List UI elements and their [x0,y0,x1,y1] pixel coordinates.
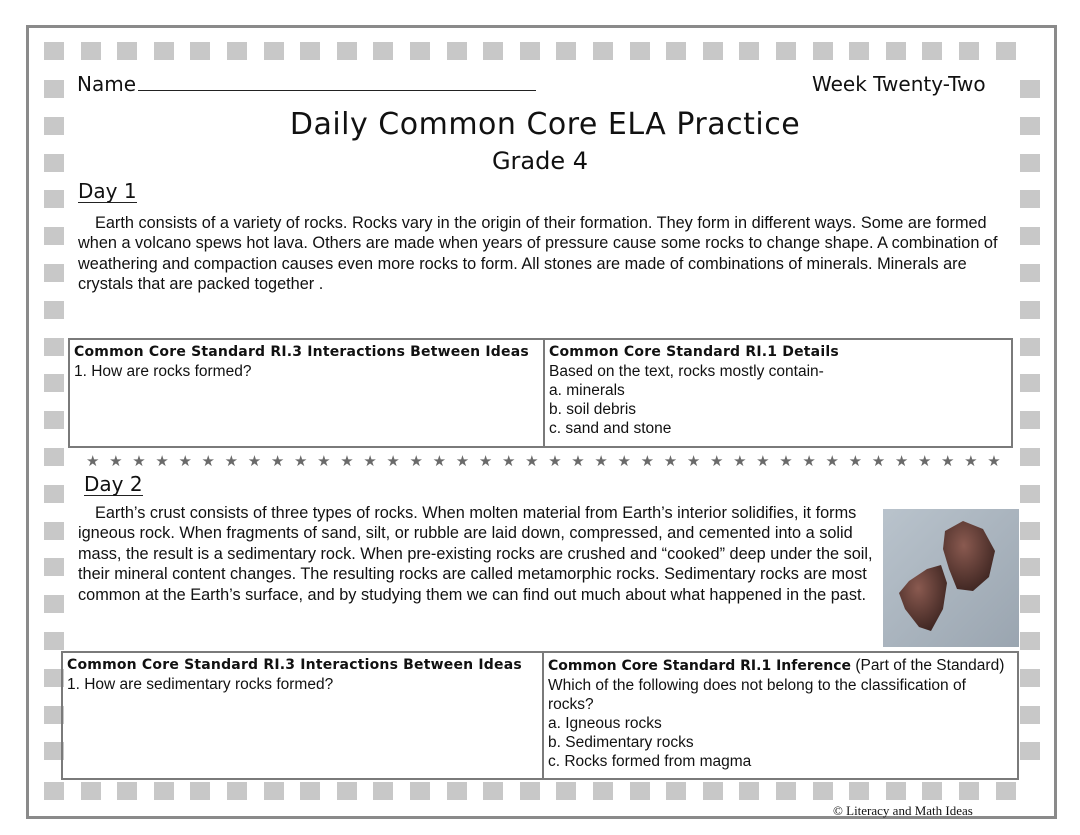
border-square [154,42,174,60]
border-square [117,42,137,60]
border-square [1020,374,1040,392]
star-icon: ★ [686,453,701,470]
star-icon: ★ [571,453,585,470]
border-square [849,42,869,60]
star-icon: ★ [432,453,447,470]
border-square [1020,227,1040,245]
day-1-left-cell [70,340,543,446]
border-square [190,42,210,60]
answer-option: b. Sedimentary rocks [548,734,694,751]
day-1-left-question: 1. How are rocks formed? [74,363,252,380]
border-square [776,782,796,800]
star-icon: ★ [733,453,747,470]
border-square [556,782,576,800]
border-square [227,782,247,800]
border-square [849,782,869,800]
border-square [410,782,430,800]
star-icon: ★ [825,453,839,470]
star-icon: ★ [132,453,146,470]
border-square [1020,558,1040,576]
border-square [44,190,64,208]
day-2-left-question: 1. How are sedimentary rocks formed? [67,676,334,693]
star-icon: ★ [941,453,955,470]
border-square [44,632,64,650]
star-icon: ★ [178,453,192,470]
star-icon: ★ [779,453,793,470]
border-square [44,522,64,540]
star-icon: ★ [987,453,1001,470]
star-icon: ★ [293,453,308,470]
border-square [630,782,650,800]
star-icon: ★ [247,453,262,470]
border-square [1020,706,1040,724]
day-1-right-cell [543,340,1011,446]
star-icon: ★ [109,453,123,470]
border-square [520,782,540,800]
standard-note: (Part of the Standard) [855,657,1005,674]
border-square [337,782,357,800]
border-square [373,42,393,60]
star-icon: ★ [756,453,770,470]
border-square [813,782,833,800]
border-square [154,782,174,800]
border-square [1020,264,1040,282]
border-square [739,782,759,800]
day-2-heading: Day 2 [84,472,143,496]
star-icon: ★ [640,453,655,470]
answer-option: a. Igneous rocks [548,715,662,732]
day-2-left-standard: Common Core Standard RI.3 Interactions Between Ideas [67,657,522,673]
name-blank-line[interactable] [138,72,536,91]
day-1-heading: Day 1 [78,179,137,203]
answer-option: c. sand and stone [549,420,672,437]
border-square [1020,448,1040,466]
border-square [959,782,979,800]
border-square [44,301,64,319]
copyright-notice: © Literacy and Math Ideas [833,803,973,818]
border-square [813,42,833,60]
border-square [337,42,357,60]
border-square [886,782,906,800]
border-square [776,42,796,60]
border-square [44,782,64,800]
star-icon: ★ [663,453,678,470]
day-2-left-cell [63,653,542,778]
border-square [593,42,613,60]
border-square [703,42,723,60]
page-title: Daily Common Core ELA Practice [289,107,801,142]
star-icon: ★ [709,453,724,470]
star-icon: ★ [525,453,539,470]
day-1-right-prompt: Based on the text, rocks mostly contain- [549,363,824,380]
border-square [666,782,686,800]
star-divider [86,452,1001,470]
border-square [44,264,64,282]
star-icon: ★ [894,453,909,470]
answer-option: c. Rocks formed from magma [548,753,752,770]
border-square [703,782,723,800]
rocks-image [883,509,1019,647]
day-2-right-standard: Common Core Standard RI.1 Inference [548,658,851,674]
border-square [447,782,467,800]
border-square [373,782,393,800]
day-1-right-standard: Common Core Standard RI.1 Details [549,344,839,360]
border-square [922,782,942,800]
star-icon: ★ [848,453,863,470]
star-icon: ★ [802,453,816,470]
name-label: Name [77,72,137,96]
week-label: Week Twenty-Two [812,72,986,96]
border-square [959,42,979,60]
star-icon: ★ [871,453,886,470]
star-icon: ★ [409,453,423,470]
border-square [44,485,64,503]
border-square [44,374,64,392]
star-icon: ★ [478,453,493,470]
star-icon: ★ [617,453,631,470]
rocks-photo [883,509,1019,647]
border-square [483,42,503,60]
day-1-passage: Earth consists of a variety of rocks. Rocks vary in the origin of their formation. They form in different ways. Some are formed when a volcano spews hot lava. Others are made when years of pressure cause some rocks to change shape. A combination of weathering and compaction causes even more rocks to form. All stones are made of combinations of minerals. Minerals are crystals that are packed together . [78,214,998,294]
border-square [996,782,1016,800]
border-square [1020,669,1040,687]
border-square [996,42,1016,60]
border-square [81,782,101,800]
border-square [300,42,320,60]
border-square [1020,411,1040,429]
border-square [44,558,64,576]
star-icon: ★ [224,453,239,470]
day-1-question-table [68,338,1013,448]
star-icon: ★ [155,453,169,470]
border-square [922,42,942,60]
border-square [739,42,759,60]
border-square [410,42,430,60]
border-square [886,42,906,60]
border-square [44,595,64,613]
day-2-question-table [61,651,1019,780]
day-2-right-cell [542,653,1017,778]
border-square [556,42,576,60]
border-square [1020,301,1040,319]
border-square [44,338,64,356]
border-square [1020,595,1040,613]
star-icon: ★ [270,453,285,470]
border-square [1020,742,1040,760]
star-icon: ★ [964,453,978,470]
star-icon: ★ [501,453,516,470]
day-2-passage: Earth’s crust consists of three types of rocks. When molten material from Earth’s interior solidifies, it forms igneous rock. When fragments of sand, silt, or rubble are laid down, compressed, and cemented into a solid mass, the result is a sedimentary rock. When pre-existing rocks are crushed and “cooked” deep under the soil, their mineral content changes. The resulting rocks are called metamorphic rocks. Sedimentary rocks are most common at the Earth’s surface, and by studying them we can find out much about what happened in the past. [78,504,873,604]
border-square [300,782,320,800]
day-1-left-standard: Common Core Standard RI.3 Interactions Between Ideas [74,344,529,360]
border-square [264,782,284,800]
star-icon: ★ [201,453,215,470]
star-icon: ★ [917,453,932,470]
name-field [77,72,536,96]
border-square [227,42,247,60]
border-square [190,782,210,800]
border-square [81,42,101,60]
star-icon: ★ [86,453,100,470]
border-square [666,42,686,60]
star-icon: ★ [317,453,331,470]
border-square [520,42,540,60]
border-square [44,411,64,429]
border-square [44,42,64,60]
border-square [44,448,64,466]
border-square [1020,522,1040,540]
star-icon: ★ [548,453,562,470]
border-square [1020,632,1040,650]
border-square [264,42,284,60]
border-square [447,42,467,60]
border-square [1020,338,1040,356]
border-square [630,42,650,60]
border-square [1020,485,1040,503]
grade-label: Grade 4 [491,147,589,175]
day-2-right-prompt: Which of the following does not belong to the classification of rocks? [548,677,966,713]
star-icon: ★ [340,453,354,470]
border-square [117,782,137,800]
star-icon: ★ [594,453,608,470]
border-square [44,80,64,98]
border-square [593,782,613,800]
answer-option: a. minerals [549,382,625,399]
answer-option: b. soil debris [549,401,637,418]
star-icon: ★ [455,453,470,470]
border-square [483,782,503,800]
star-icon: ★ [386,453,400,470]
border-square [44,227,64,245]
border-square [1020,190,1040,208]
star-icon: ★ [363,453,377,470]
border-square [1020,80,1040,98]
